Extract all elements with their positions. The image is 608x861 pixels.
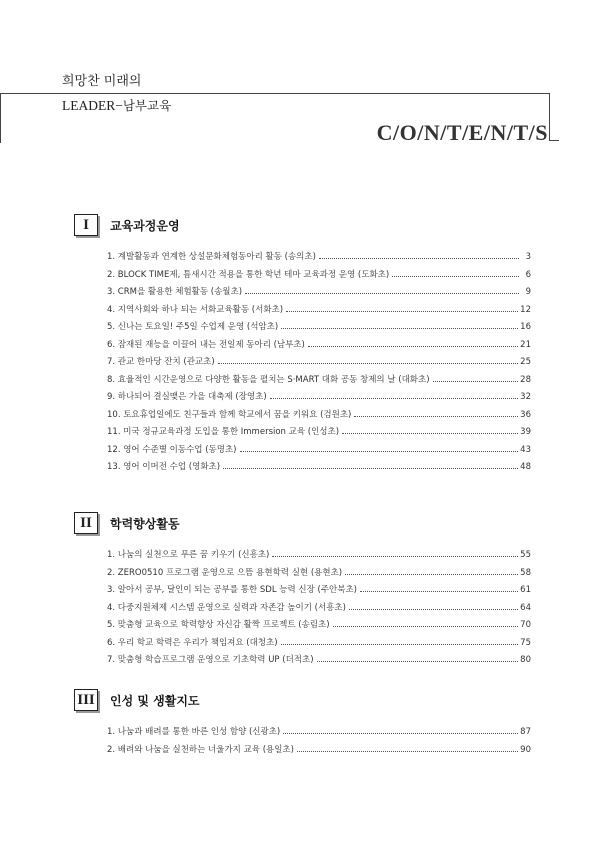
toc-entry-page: 28 — [520, 374, 531, 385]
toc-leader-dots — [240, 450, 519, 452]
toc-entry-page: 32 — [520, 392, 531, 402]
toc-entry[interactable] — [107, 459, 531, 477]
toc-entry[interactable] — [107, 284, 531, 302]
toc-entry-title: 1. 계발활동과 연계한 상설문화체험동아리 활동 (송의초) — [107, 252, 316, 262]
toc-leader-dots — [223, 467, 518, 469]
toc-leader-dots — [308, 345, 518, 347]
contents-title: C/O/N/T/E/N/T/S — [376, 120, 548, 145]
header-title — [62, 96, 171, 114]
toc-leader-dots — [354, 415, 518, 417]
toc-list — [107, 724, 531, 759]
toc-entry-page: 80 — [520, 655, 531, 665]
toc-entry[interactable] — [107, 547, 531, 565]
section-title: 교육과정운영 — [110, 218, 180, 233]
toc-entry-title: 13. 영어 이머전 수업 (영화초) — [107, 462, 221, 472]
section-2 — [74, 511, 531, 670]
section-1 — [74, 213, 531, 477]
toc-entry-page: 12 — [520, 304, 531, 315]
toc-leader-dots — [317, 660, 519, 662]
toc-entry[interactable] — [107, 319, 531, 337]
toc-leader-dots — [349, 608, 518, 610]
toc-entry[interactable] — [107, 724, 531, 742]
toc-entry[interactable] — [107, 442, 531, 460]
toc-leader-dots — [270, 397, 519, 399]
toc-list — [107, 249, 531, 477]
toc-leader-dots — [283, 732, 518, 734]
toc-entry-title: 9. 하나되어 결실맺은 가을 대축제 (장영초) — [107, 392, 267, 402]
toc-entry-page: 36 — [520, 409, 531, 420]
toc-entry-title: 6. 잠재된 재능을 이끌어 내는 전일제 동아리 (남부초) — [107, 339, 305, 350]
section-heading — [74, 688, 531, 712]
toc-entry-title: 10. 토요휴업일에도 친구들과 함께 학교에서 꿈을 키워요 (검원초) — [107, 409, 352, 420]
toc-leader-dots — [433, 380, 519, 382]
header-subtitle: 희망찬 미래의 — [62, 74, 142, 89]
toc-entry-title: 6. 우리 학교 학력은 우리가 책임져요 (대청초) — [107, 637, 278, 648]
toc-entry-title: 3. 알아서 공부, 달인이 되는 공부를 통한 SDL 능력 신장 (주안북초) — [107, 585, 357, 595]
toc-leader-dots — [319, 257, 519, 259]
toc-entry-page: 25 — [520, 357, 531, 367]
toc-entry-title: 11. 미국 정규교육과정 도입을 통한 Immersion 교육 (인성초) — [107, 427, 340, 437]
toc-entry-page: 16 — [520, 322, 531, 332]
toc-entry[interactable] — [107, 267, 531, 285]
toc-leader-dots — [392, 275, 519, 277]
toc-entry[interactable] — [107, 652, 531, 670]
toc-leader-dots — [218, 362, 519, 364]
section-roman-numeral: III — [74, 689, 98, 711]
header-rule-vertical — [549, 93, 550, 141]
toc-entry[interactable] — [107, 582, 531, 600]
toc-leader-dots — [297, 750, 518, 752]
header-title-korean: 남부교육 — [122, 98, 172, 113]
toc-leader-dots — [333, 625, 519, 627]
toc-entry-title: 2. ZERO0510 프로그램 운영으로 으뜸 용현학력 실현 (용현초) — [107, 567, 343, 578]
toc-entry[interactable] — [107, 302, 531, 320]
section-heading — [74, 511, 531, 535]
toc-entry-title: 5. 맞춤형 교육으로 학력향상 자신감 활짝 프로젝트 (송림초) — [107, 620, 330, 630]
toc-entry-page: 87 — [520, 727, 531, 737]
toc-entry[interactable] — [107, 635, 531, 653]
toc-entry-title: 7. 맞춤형 학습프로그램 운영으로 기초학력 UP (더적초) — [107, 655, 314, 665]
toc-entry-page: 6 — [525, 269, 531, 280]
toc-entry-page: 75 — [520, 637, 531, 648]
toc-entry[interactable] — [107, 407, 531, 425]
toc-entry-page: 21 — [520, 339, 531, 350]
section-roman-numeral: I — [74, 214, 98, 236]
toc-entry-title: 5. 신나는 토요일! 주5일 수업제 운영 (석암초) — [107, 322, 279, 332]
toc-entry-title: 1. 나눔과 배려를 통한 바른 인성 함양 (신광초) — [107, 727, 281, 737]
toc-entry-page: 9 — [525, 287, 531, 297]
toc-leader-dots — [272, 555, 518, 557]
toc-leader-dots — [345, 573, 518, 575]
toc-entry[interactable] — [107, 424, 531, 442]
toc-leader-dots — [286, 310, 518, 312]
toc-entry-title: 7. 관교 한마당 잔치 (관교초) — [107, 357, 215, 367]
toc-entry[interactable] — [107, 389, 531, 407]
section-roman-numeral: II — [74, 512, 98, 534]
toc-entry[interactable] — [107, 742, 531, 760]
toc-entry[interactable] — [107, 372, 531, 390]
toc-leader-dots — [245, 292, 519, 294]
toc-entry-page: 64 — [520, 602, 531, 613]
toc-entry-page: 58 — [520, 567, 531, 578]
toc-entry-page: 3 — [525, 252, 531, 262]
toc-entry-title: 1. 나눔의 실천으로 푸른 꿈 키우기 (신흥초) — [107, 550, 270, 560]
toc-entry-page: 90 — [520, 744, 531, 755]
section-title: 인성 및 생활지도 — [110, 693, 200, 708]
toc-leader-dots — [281, 643, 519, 645]
section-heading — [74, 213, 531, 237]
toc-entry[interactable] — [107, 617, 531, 635]
toc-entry-page: 55 — [520, 550, 531, 560]
section-title: 학력향상활동 — [110, 516, 180, 531]
toc-entry[interactable] — [107, 337, 531, 355]
toc-entry-title: 2. 배려와 나눔을 실천하는 너울가지 교육 (용일초) — [107, 744, 294, 755]
toc-leader-dots — [281, 327, 518, 329]
toc-entry-page: 43 — [520, 444, 531, 455]
toc-entry[interactable] — [107, 565, 531, 583]
toc-entry-title: 3. CRM을 활용한 체험활동 (송월초) — [107, 287, 243, 297]
header-rule-top — [0, 93, 549, 94]
toc-leader-dots — [342, 432, 518, 434]
toc-entry[interactable] — [107, 600, 531, 618]
section-3 — [74, 688, 531, 759]
toc-entry[interactable] — [107, 249, 531, 267]
toc-entry-page: 39 — [520, 427, 531, 437]
toc-entry-page: 48 — [520, 462, 531, 472]
toc-entry-title: 8. 효율적인 시간운영으로 다양한 활동을 펼치는 S·MART 대화 공동 창제의 날 (대화초) — [107, 374, 430, 385]
toc-entry[interactable] — [107, 354, 531, 372]
toc-entry-page: 70 — [520, 620, 531, 630]
header-title-latin: LEADER− — [62, 98, 123, 113]
toc-entry-title: 4. 다중지원체제 시스템 운영으로 실력과 자존감 높이기 (서흥초) — [107, 602, 346, 613]
toc-entry-title: 4. 지역사회와 하나 되는 서화교육활동 (서화초) — [107, 304, 284, 315]
toc-entry-title: 12. 영어 수준별 이동수업 (동명초) — [107, 444, 237, 455]
header-rule-left — [0, 93, 1, 143]
toc-entry-title: 2. BLOCK TIME제, 틈새시간 적용을 통한 학년 테마 교육과정 운영 (도화초) — [107, 269, 390, 280]
toc-list — [107, 547, 531, 670]
toc-leader-dots — [360, 590, 518, 592]
header-rule-tick — [549, 140, 559, 141]
toc-entry-page: 61 — [520, 585, 531, 595]
